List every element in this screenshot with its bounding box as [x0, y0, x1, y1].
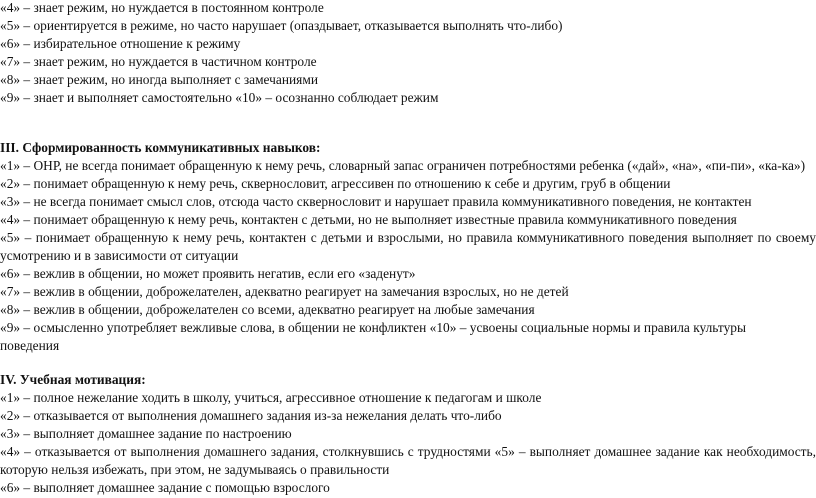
- regime-item-8: «8» – знает режим, но иногда выполняет с замечаниями: [0, 72, 318, 87]
- communication-item-5-continued: усмотрению и в зависимости от ситуации: [0, 248, 239, 263]
- communication-item-6: «6» – вежлив в общении, но может проявить негатив, если его «заденут»: [0, 266, 416, 281]
- communication-item-2: «2» – понимает обращенную к нему речь, сквернословит, агрессивен по отношению к себе и другим, груб в общении: [0, 176, 671, 191]
- communication-item-9-10-continued: поведения: [0, 338, 60, 353]
- communication-item-9-10: «9» – осмысленно употребляет вежливые слова, в общении не конфликтен «10» – усвоены социальные нормы и правила культуры: [0, 320, 746, 335]
- communication-item-4: «4» – понимает обращенную к нему речь, контактен с детьми, но не выполняет известные правила коммуникативного поведения: [0, 212, 737, 227]
- communication-item-3: «3» – не всегда понимает смысл слов, отсюда часто сквернословит и нарушает правила коммуникативного поведения, не контактен: [0, 194, 752, 209]
- regime-item-6: «6» – избирательное отношение к режиму: [0, 36, 241, 51]
- regime-item-9-10: «9» – знает и выполняет самостоятельно «10» – осознанно соблюдает режим: [0, 90, 439, 105]
- motivation-heading: IV. Учебная мотивация:: [0, 372, 146, 387]
- motivation-item-6: «6» – выполняет домашнее задание с помощью взрослого: [0, 480, 330, 495]
- communication-item-8: «8» – вежлив в общении, доброжелателен со всеми, адекватно реагирует на любые замечания: [0, 302, 535, 317]
- communication-item-1: «1» – ОНР, не всегда понимает обращенную к нему речь, словарный запас ограничен потребностями ребенка («дай», «на», «пи-пи», «ка-ка»): [0, 158, 806, 173]
- communication-heading: III. Сформированность коммуникативных навыков:: [0, 140, 321, 155]
- communication-item-7: «7» – вежлив в общении, доброжелателен, адекватно реагирует на замечания взрослых, но не детей: [0, 284, 569, 299]
- communication-item-5: «5» – понимает обращенную к нему речь, контактен с детьми и взрослыми, но правила коммуникативного поведения выполняет по своему: [0, 230, 816, 245]
- motivation-item-2: «2» – отказывается от выполнения домашнего задания из-за нежелания делать что-либо: [0, 408, 502, 423]
- regime-item-5: «5» – ориентируется в режиме, но часто нарушает (опаздывает, отказывается выполнять что-либо): [0, 18, 563, 33]
- motivation-item-4-5: «4» – отказывается от выполнения домашнего задания, столкнувшись с трудностями «5» – выполняет домашнее задание как необходимость,: [0, 444, 816, 459]
- motivation-item-3: «3» – выполняет домашнее задание по настроению: [0, 426, 292, 441]
- motivation-item-5-continued: которую нельзя избежать, при этом, не задумываясь о правильности: [0, 462, 390, 477]
- regime-item-7: «7» – знает режим, но нуждается в частичном контроле: [0, 54, 317, 69]
- regime-item-4: «4» – знает режим, но нуждается в постоянном контроле: [0, 0, 324, 15]
- motivation-item-1: «1» – полное нежелание ходить в школу, учиться, агрессивное отношение к педагогам и школе: [0, 390, 542, 405]
